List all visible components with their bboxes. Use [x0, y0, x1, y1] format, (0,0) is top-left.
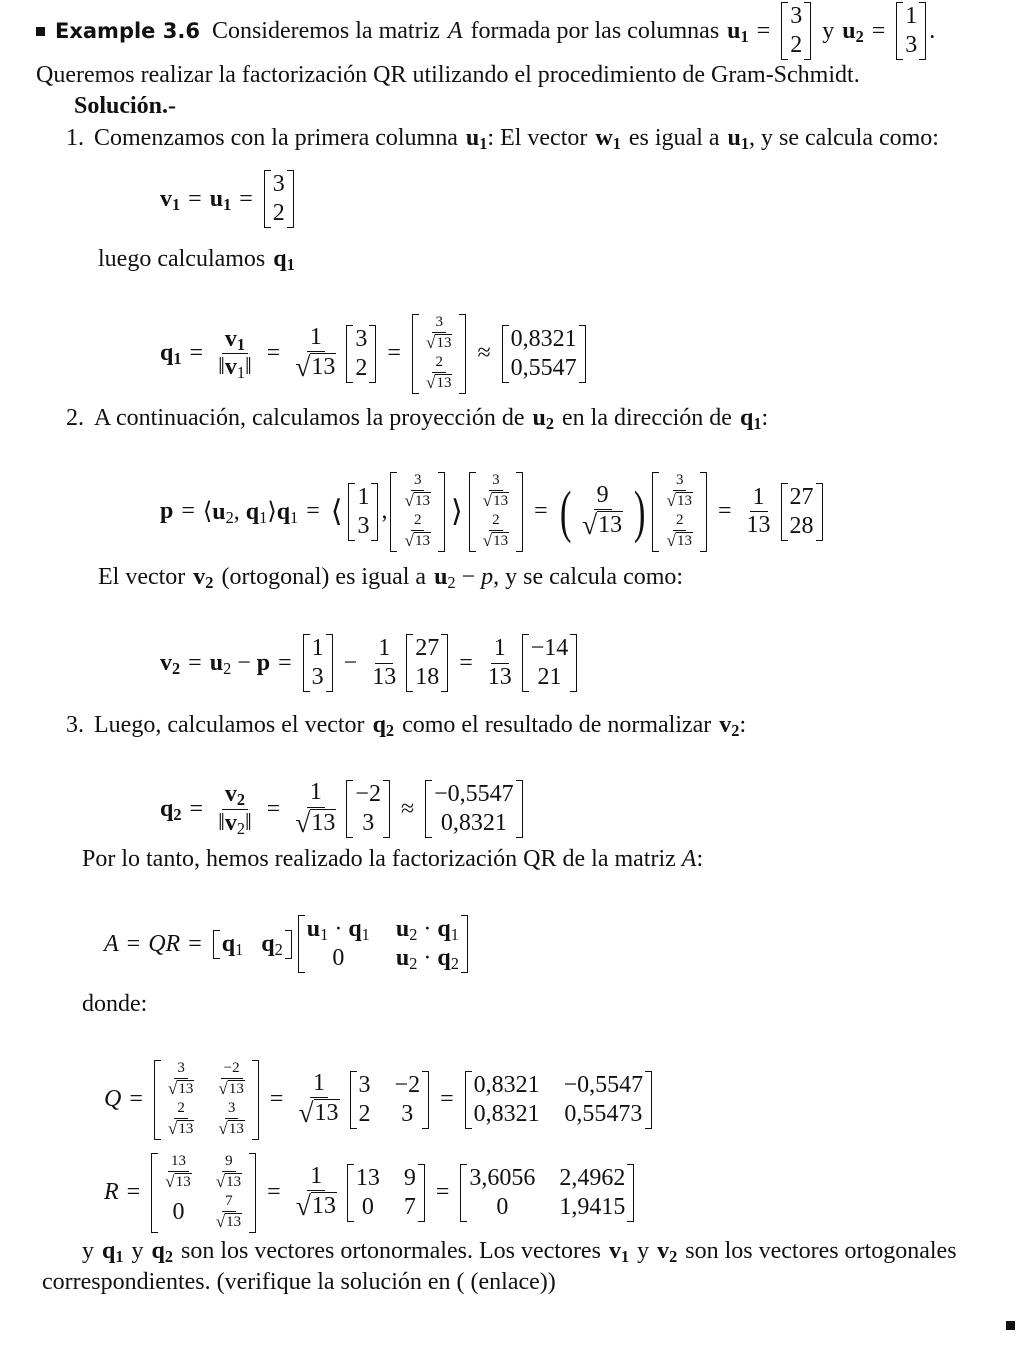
equation-A-QR: A = QR = $q_1$ $q_2$ $u_1 \cdot q_1$ $u_2 \cdot q_1$ 0 $u_2 \cdot q_2$ — [104, 915, 471, 973]
q2-approx: −0,5547 0,8321 — [425, 780, 523, 838]
v2-result: −14 21 — [522, 634, 578, 692]
equation-p: p = $⟨u_2$, $q_1⟩q_1$ = ⟨ 1 3 , 3 √ 13 2 √ 13 ⟩ 3 √ 13 2 √ 13 = ( 9 √ 13 ) 3 √ 13 2 √ 13 = $\frac{1}{13}$ 27 28 — [160, 472, 826, 552]
step-1-then: luego calculamos $q_1$ — [98, 246, 295, 275]
where-text: donde: — [82, 991, 148, 1017]
conclusion-text: Por lo tanto, hemos realizado la factorización QR de la matriz A : — [82, 846, 704, 872]
equation-Q: Q = 3 √ 13 −2 √ 13 2 √ 13 3 √ 13 = 1 √ 13 3 −2 2 3 = 0,8321 −0,5547 0,8321 0,55473 — [104, 1060, 655, 1140]
equation-v1: $v_1$ = $u_1$ = 3 2 — [160, 170, 297, 228]
equation-v2: $v_2$ = $u_2 - p$ = 1 3 − $\frac{1}{13}$ 27 18 = $\frac{1}{13}$ −14 21 — [160, 634, 580, 692]
u1-vector: 3 2 — [781, 2, 811, 60]
end-of-example-square-icon — [1006, 1310, 1015, 1337]
solution-heading: Solución.- — [74, 93, 177, 119]
example-label: Example 3.6 — [55, 19, 200, 43]
final-line-2 — [42, 1269, 556, 1296]
R-approx: 3,6056 2,4962 0 1,9415 — [460, 1164, 634, 1222]
step-3: 3. Luego, calculamos el vector $q_2$ como el resultado de normalizar $v_2$ : — [66, 712, 747, 741]
equation-q1: $q_1$ = $\frac{v_1}{‖v_1‖}$ = 1 √ 13 3 2 = 3 √ 13 2 √ 13 ≈ 0,8321 0,5547 — [160, 314, 589, 394]
goal-text: Queremos realizar la factorización QR utilizando el procedimiento de Gram-Schmidt. — [36, 62, 860, 88]
Q-approx: 0,8321 −0,5547 0,8321 0,55473 — [465, 1071, 653, 1129]
example-square-icon — [36, 27, 45, 36]
final-line-1: y $q_1$ y $q_2$ son los vectores ortonormales. Los vectores $v_1$ y $v_2$ son los vectores ortogonales — [82, 1238, 957, 1267]
q1-approx: 0,8321 0,5547 — [502, 325, 586, 383]
verify-link-text[interactable]: correspondientes. (verifique la solución en ( (enlace)) — [42, 1269, 556, 1295]
step-2-after: El vector $v_2$ (ortogonal) es igual a $u_2 - p$ , y se calcula como: — [98, 564, 684, 593]
example-header: Example 3.6 Consideremos la matriz A formada por las columnas $u_1$ = 3 2 y $u_2$ = 1 3 . — [36, 2, 935, 60]
step-2: 2. A continuación, calculamos la proyección de $u_2$ en la dirección de $q_1$ : — [66, 405, 769, 434]
equation-q2: $q_2$ = $\frac{v_2}{‖v_2‖}$ = 1 √ 13 −2 3 ≈ −0,5547 0,8321 — [160, 780, 526, 838]
step-1: 1. Comenzamos con la primera columna $u_1$ : El vector $w_1$ es igual a $u_1$ , y se calcula como: — [66, 125, 939, 154]
equation-R: R = 13 √ 13 9 √ 13 0 7 √ 13 = 1 √ 13 13 9 0 7 = 3,6056 2,4962 0 1,9415 — [104, 1153, 637, 1233]
u2-vector: 1 3 — [896, 2, 926, 60]
p-result: 27 28 — [781, 483, 823, 541]
